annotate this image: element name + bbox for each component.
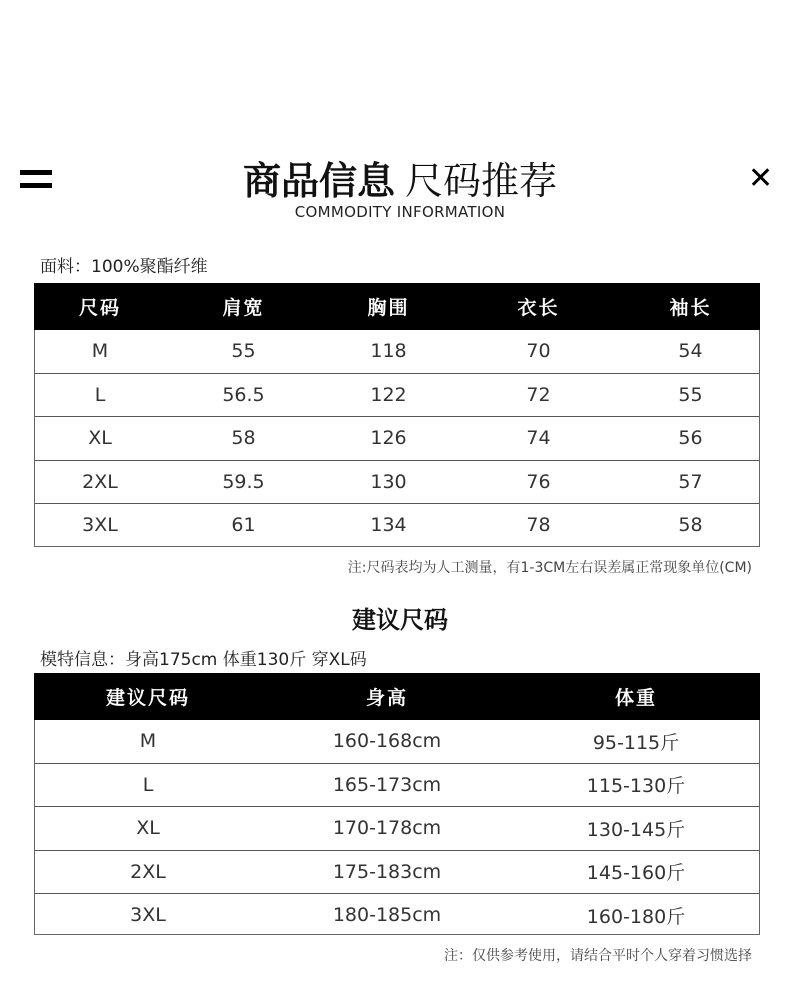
header-cell: 袖长 [621, 283, 760, 330]
reference-note: 注：仅供参考使用，请结合平时个人穿着习惯选择 [444, 948, 752, 964]
table-cell: 72 [456, 373, 621, 417]
table-cell: XL [34, 807, 262, 851]
table-cell: XL [34, 417, 166, 461]
table-cell: 130-145斤 [512, 807, 760, 851]
title-normal: 尺码推荐 [405, 159, 558, 203]
table-cell: 126 [321, 417, 456, 461]
table-row [34, 720, 760, 763]
table-cell: 170-178cm [262, 807, 512, 851]
table-cell: 57 [621, 460, 760, 504]
table-row [34, 894, 760, 937]
table-cell: 59.5 [166, 460, 321, 504]
table-row [34, 504, 760, 547]
table-row [34, 330, 760, 373]
page-subtitle: COMMODITY INFORMATION [294, 203, 506, 221]
table-row [34, 763, 760, 807]
header-cell: 胸围 [321, 283, 456, 330]
table-row [34, 807, 760, 851]
table-cell: 55 [166, 330, 321, 373]
header-cell: 尺码 [34, 283, 166, 330]
table-cell: 3XL [130, 904, 166, 927]
table-cell: 58 [166, 417, 321, 461]
table-row [34, 850, 760, 894]
table-cell: 76 [456, 460, 621, 504]
header-cell: 身高 [262, 673, 512, 720]
table-cell: 160-168cm [262, 720, 512, 763]
size-table [34, 283, 760, 547]
table-cell: M [34, 720, 262, 763]
table-cell: 54 [621, 330, 760, 373]
model-info: 模特信息：身高175cm 体重130斤 穿XL码 [40, 650, 367, 670]
table-cell: 130 [321, 460, 456, 504]
title-bold: 商品信息 [242, 159, 395, 203]
table-cell: L [34, 373, 166, 417]
header-cell: 肩宽 [166, 283, 321, 330]
recommendation-table-header [34, 673, 760, 720]
table-cell: 2XL [34, 850, 262, 894]
header-cell: 建议尺码 [34, 673, 262, 720]
table-cell: 55 [621, 373, 760, 417]
table-cell: 122 [321, 373, 456, 417]
table-cell: 95-115斤 [512, 720, 760, 763]
header-cell: 衣长 [456, 283, 621, 330]
table-cell: 74 [456, 417, 621, 461]
table-cell: 3XL [82, 514, 118, 537]
page-title [0, 150, 790, 205]
table-cell: 165-173cm [262, 763, 512, 807]
table-cell: 58 [678, 514, 703, 537]
table-cell: 115-130斤 [512, 763, 760, 807]
fabric-info: 面料：100%聚酯纤维 [40, 257, 208, 277]
table-cell: 118 [321, 330, 456, 373]
measurement-note: 注:尺码表均为人工测量，有1-3CM左右误差属正常现象单位(CM) [347, 560, 752, 576]
table-cell: 134 [370, 514, 407, 537]
section-title: 建议尺码 [352, 606, 448, 634]
table-cell: 160-180斤 [586, 905, 686, 928]
table-cell: 180-185cm [332, 904, 442, 927]
table-cell: L [34, 763, 262, 807]
table-cell: 56.5 [166, 373, 321, 417]
table-cell: M [34, 330, 166, 373]
table-cell: 56 [621, 417, 760, 461]
close-icon[interactable]: ✕ [748, 161, 774, 196]
table-cell: 145-160斤 [512, 850, 760, 894]
table-row [34, 373, 760, 417]
table-row [34, 460, 760, 504]
header-cell: 体重 [512, 673, 760, 720]
table-cell: 175-183cm [262, 850, 512, 894]
table-cell: 70 [456, 330, 621, 373]
table-cell: 2XL [34, 460, 166, 504]
table-cell: 78 [526, 514, 551, 537]
size-table-header [34, 283, 760, 330]
recommendation-table [34, 673, 760, 937]
table-cell: 61 [231, 514, 256, 537]
table-row [34, 417, 760, 461]
